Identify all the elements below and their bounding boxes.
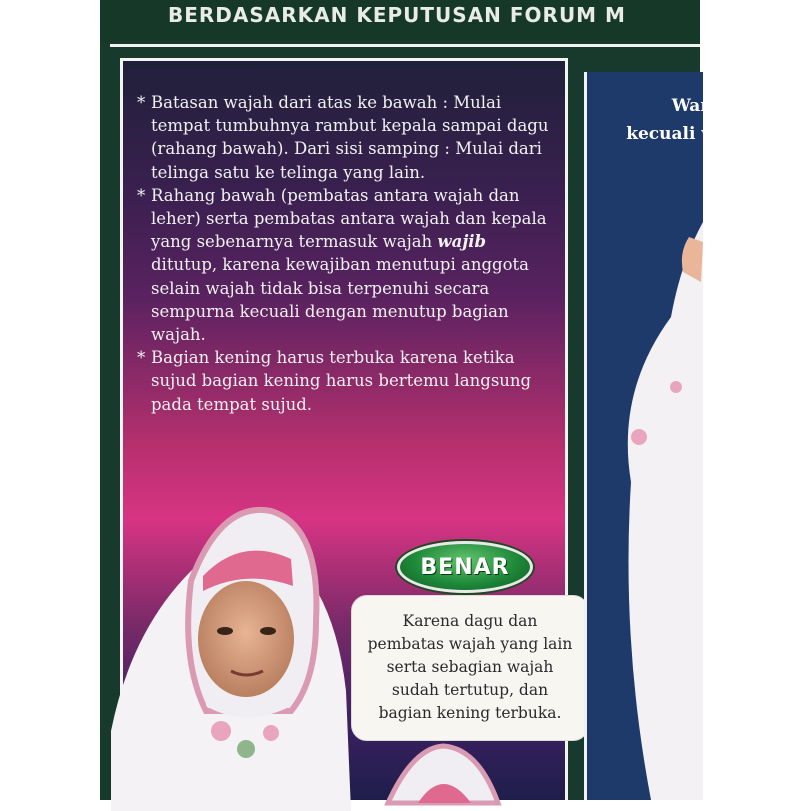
rule-item-forehead xyxy=(137,346,557,416)
caption-text: Karena dagu dan pembatas wajah yang lain serta sebagian wajah sudah tertutup, dan bagian kening terbuka. xyxy=(367,612,573,722)
embroidery-flower xyxy=(237,740,255,758)
adjacent-title-line: kecuali wa xyxy=(626,124,727,144)
poster-photo xyxy=(100,0,727,800)
second-hijab-image xyxy=(383,743,503,803)
bullet-asterisk: * xyxy=(137,348,146,368)
rule-item-jaw xyxy=(137,184,557,346)
rule-text: Bagian kening harus terbuka karena ketika sujud bagian kening harus bertemu langsung pada tempat sujud. xyxy=(151,348,532,414)
rule-text: Batasan wajah dari atas ke bawah : Mulai tempat tumbuhnya rambut kepala sampai dagu (rahang bawah). Dari sisi samping : Mulai dari telinga satu ke telinga yang lain. xyxy=(151,93,549,182)
bullet-asterisk: * xyxy=(137,93,146,112)
bullet-asterisk: * xyxy=(137,185,146,205)
benar-label: BENAR xyxy=(420,554,510,580)
rule-text: ditutup, karena kewajiban menutupi anggota selain wajah tidak bisa terpenuhi secara sempurna kecuali dengan menutup bagian wajah. xyxy=(151,255,529,345)
rules-panel xyxy=(120,58,573,800)
girl-in-hijab-image xyxy=(121,481,351,811)
rule-item-face-boundary xyxy=(137,91,557,184)
rule-emphasis-wajib: wajib xyxy=(437,232,487,252)
rule-text: Rahang bawah (pembatas antara wajah dan leher) serta pembatas antara wajah dan kepala yang sebenarnya termasuk wajah xyxy=(151,185,547,252)
header-band xyxy=(100,0,700,42)
adjacent-panel xyxy=(584,72,727,800)
rules-list xyxy=(137,91,557,416)
caption-box xyxy=(351,595,589,741)
header-title: BERDASARKAN KEPUTUSAN FORUM M xyxy=(168,3,626,27)
embroidery-flower xyxy=(263,725,279,741)
benar-badge xyxy=(397,541,533,593)
divider-line xyxy=(110,44,700,47)
embroidery-flower xyxy=(211,721,231,741)
right-eye xyxy=(260,627,276,635)
left-eye xyxy=(217,627,233,635)
woman-in-prayer-robe-image xyxy=(611,222,703,800)
adjacent-title-line: Wanit xyxy=(671,96,727,116)
face xyxy=(198,581,294,697)
adjacent-panel-title xyxy=(587,92,727,148)
